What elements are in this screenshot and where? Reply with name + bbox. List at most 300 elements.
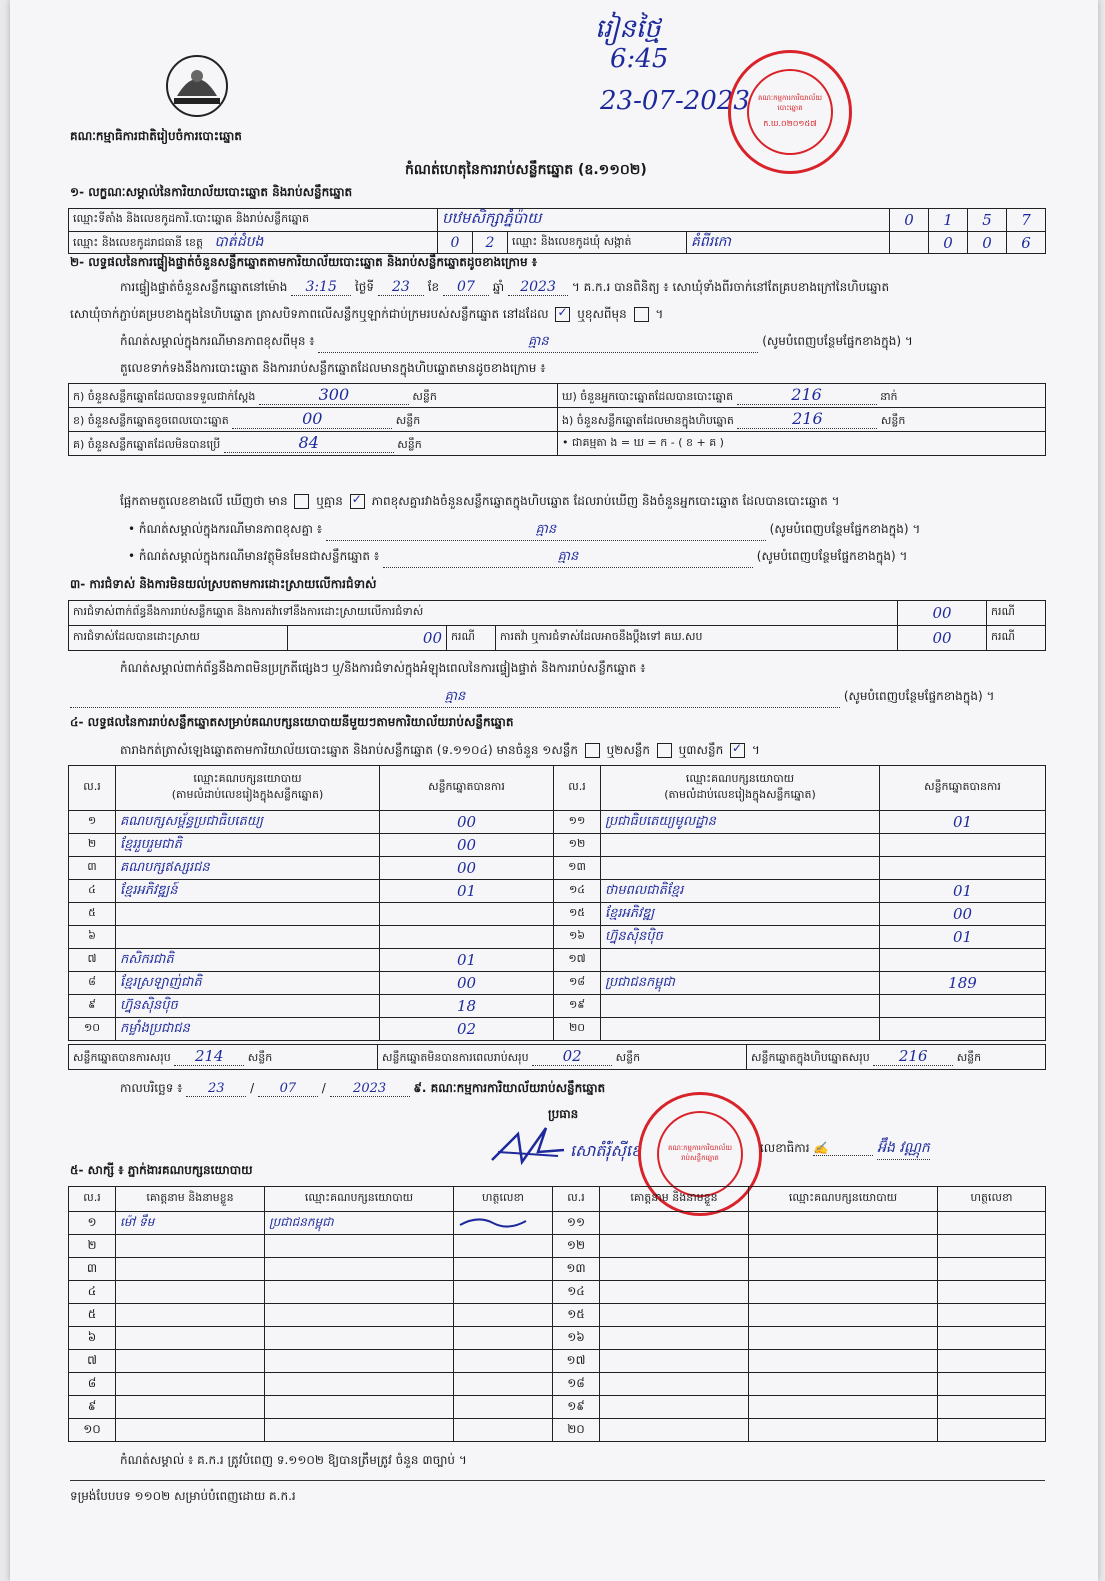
result-party-left: ខ្មែររួបរួមជាតិ (116, 834, 380, 857)
s2-bullet2-label: • កំណត់សម្គាល់ក្នុងករណីមានវត្ថុមិនមែនជាសន្លឹកឆ្នោត ៖ (128, 549, 380, 563)
s1-row1-value-text: បឋមសិក្សាភ្នំប៉ាយ (442, 209, 542, 227)
result-votes-right: 01 (880, 880, 1046, 903)
secretary-line (760, 1138, 930, 1160)
form-title: កំណត់ហេតុនៃការរាប់សន្លឹកឆ្នោត (ឧ.១១០២) (405, 162, 647, 178)
s4-opt2: ឬ២សន្លឹក (606, 743, 651, 757)
s1-row1-label: ឈ្មោះទីតាំង និងលេខកូដការិ.បោះឆ្នោត និងរាប់សន្លឹកឆ្នោត (69, 209, 438, 232)
hand-note-3: 23-07-2023 (600, 86, 750, 116)
stamp-top-text: គណៈកម្មការការិយាល័យបោះឆ្នោត (757, 94, 822, 112)
s3-row1-case: ករណី (987, 601, 1046, 626)
witness-no-left: ៩ (69, 1396, 116, 1419)
s2-b-label: ខ) ចំនួនសន្លឹកឆ្នោតខូចពេលបោះឆ្នោត (73, 414, 229, 427)
s2-intro-line (120, 279, 889, 297)
witness-name-right (600, 1258, 749, 1281)
chairman-name: សោតំរ៉ុំស៊ីខេ (570, 1141, 642, 1160)
result-party-left: ហ្វ៊ុនស៊ិនប៉ិច (116, 995, 380, 1018)
s2-note-line (120, 333, 1040, 353)
s2-d-label: ឃ) ចំនួនអ្នកបោះឆ្នោតដែលបានបោះឆ្នោត (562, 390, 734, 403)
witness-sign-left (454, 1419, 553, 1442)
s2-diff-b: ឬគ្មាន (316, 494, 343, 508)
s2-bullet1-value: គ្មាន (326, 521, 766, 541)
s3-row1-label: ការជំទាស់ពាក់ព័ន្ធនឹងការរាប់សន្លឹកឆ្នោត និងការតវ៉ាទៅនឹងការដោះស្រាយលើការជំទាស់ (69, 601, 898, 626)
s1-code-2: 1 (929, 209, 968, 232)
s4-total-box-unit: សន្លឹក (956, 1051, 982, 1064)
result-no-left: ៧ (69, 949, 116, 972)
s3-row2-value: 00 (288, 626, 447, 651)
result-party-left (116, 903, 380, 926)
result-no-right: ១៥ (554, 903, 601, 926)
result-votes-left (380, 903, 554, 926)
result-party-left: កសិករជាតិ (116, 949, 380, 972)
result-row (69, 811, 1046, 834)
witness-no-left: ៨ (69, 1373, 116, 1396)
s3-row1-value: 00 (898, 601, 987, 626)
witness-no-right: ១៥ (553, 1304, 600, 1327)
result-votes-left (380, 926, 554, 949)
s5-col-name-right: គោត្តនាម និងនាមខ្លួន (600, 1187, 749, 1212)
witness-no-right: ១៦ (553, 1327, 600, 1350)
witness-row (69, 1235, 1046, 1258)
s2-intro-a: ការផ្ទៀងផ្ទាត់ចំនួនសន្លឹកឆ្នោតនៅម៉ោង (120, 280, 288, 294)
s2-time: 3:15 (291, 279, 351, 296)
s1-row2-code-2: 2 (473, 232, 508, 254)
s4-date-line: កាលបរិច្ឆេទ ៖ 23 / 07 / 2023 ៩. គណៈកម្មការការិយាល័យរាប់សន្លឹកឆ្នោត (120, 1081, 606, 1096)
s1-row2-value2: គំពីរកោ (687, 232, 890, 254)
s2-note-suffix: (សូមបំពេញបន្ថែមផ្នែកខាងក្នុង) ។ (762, 334, 913, 348)
s2-b-cell (69, 408, 558, 432)
result-party-left: គណបក្សឥស្សរជន (116, 857, 380, 880)
witness-name-right (600, 1396, 749, 1419)
witness-party-right (749, 1304, 938, 1327)
s2-month-label: ខែ (427, 280, 440, 294)
result-no-left: ៥ (69, 903, 116, 926)
s2-a-label: ក) ចំនួនសន្លឹកឆ្នោតដែលបានទទួលជាក់ស្តែង (73, 390, 256, 403)
witness-name-left (116, 1419, 265, 1442)
three-sheet-checkbox[interactable] (730, 743, 745, 758)
result-votes-right: 01 (880, 811, 1046, 834)
s2-day-label: ថ្ងៃទី (355, 280, 375, 294)
witness-party-right (749, 1350, 938, 1373)
witness-name-left (116, 1396, 265, 1419)
witness-party-left (265, 1304, 454, 1327)
witness-name-left (116, 1350, 265, 1373)
result-row (69, 1018, 1046, 1041)
s3-row2-label2: ការតវ៉ា ឬការជំទាស់ដែលអាចនឹងប្ដឹងទៅ គឃ.សប (496, 626, 898, 651)
s4-total-invalid-cell (378, 1045, 747, 1070)
witness-no-right: ១៩ (553, 1396, 600, 1419)
secretary-label: លេខាធិការ (760, 1141, 810, 1155)
witness-name-left (116, 1281, 265, 1304)
witness-party-right (749, 1258, 938, 1281)
result-row (69, 834, 1046, 857)
s4-col-party-right (601, 766, 880, 811)
witness-sign-right (938, 1304, 1046, 1327)
witness-row (69, 1419, 1046, 1442)
witness-no-right: ១៧ (553, 1350, 600, 1373)
witness-no-right: ១២ (553, 1235, 600, 1258)
result-no-right: ២០ (554, 1018, 601, 1041)
s2-bullet1-suffix: (សូមបំពេញបន្ថែមផ្នែកខាងក្នុង) ។ (769, 522, 921, 536)
witness-sign-left (454, 1281, 553, 1304)
result-party-right: ខ្មែរអភិវឌ្ឍ (601, 903, 880, 926)
witness-name-right (600, 1419, 749, 1442)
witness-party-left (265, 1258, 454, 1281)
s1-row1-value (438, 209, 890, 232)
official-stamp-top (728, 50, 852, 174)
result-party-right (601, 1018, 880, 1041)
witness-row (69, 1327, 1046, 1350)
s2-a-cell (69, 384, 558, 408)
s4-intro-line: តារាងកត់ត្រាសំឡេងឆ្នោតតាមការិយាល័យបោះឆ្នោត និងរាប់សន្លឹកឆ្នោត (ទ.១១០៤) មានចំនួន ១សន្លឹក ឬ២សន្លឹក ឬ៣សន្លឹក ✓ ។ (120, 742, 760, 760)
witness-name-left (116, 1327, 265, 1350)
section3-title: ៣- ការជំទាស់ និងការមិនយល់ស្របតាមការដោះស្រាយលើការជំទាស់ (70, 577, 377, 591)
witness-party-left (265, 1281, 454, 1304)
result-no-right: ១៨ (554, 972, 601, 995)
s2-c-value: 84 (224, 433, 394, 453)
result-no-right: ១១ (554, 811, 601, 834)
witness-party-right (749, 1212, 938, 1235)
s5-col-no-right: ល.រ (553, 1187, 600, 1212)
s4-results-table (68, 765, 1046, 1041)
s4-total-valid-unit: សន្លឹក (247, 1051, 273, 1064)
result-party-right (601, 949, 880, 972)
s1-row2-cell (69, 232, 438, 254)
witness-sign-left (454, 1350, 553, 1373)
s4-total-box-label: សន្លឹកឆ្នោតក្នុងហិបឆ្នោតសរុប (751, 1051, 870, 1064)
result-no-right: ១៣ (554, 857, 601, 880)
same-checkbox[interactable] (555, 307, 570, 322)
s4-date-y: 2023 (330, 1081, 410, 1097)
result-no-left: ១ (69, 811, 116, 834)
s4-total-valid: 214 (174, 1047, 244, 1066)
s3-row2-case2: ករណី (987, 626, 1046, 651)
s2-b-unit: សន្លឹក (395, 414, 421, 427)
footer-divider (70, 1480, 1045, 1481)
hand-note-2: 6:45 (610, 44, 669, 74)
section4-title: ៤- លទ្ធផលនៃការរាប់សន្លឹកឆ្នោតសម្រាប់គណបក្សនយោបាយនីមួយៗតាមការិយាល័យរាប់សន្លឹកឆ្នោត (70, 715, 514, 729)
secretary-signature: ✍ (813, 1141, 873, 1156)
committee-name: គណៈកម្មាធិការជាតិរៀបចំការបោះឆ្នោត (70, 129, 242, 143)
result-votes-left: 00 (380, 972, 554, 995)
s4-totals (68, 1044, 1046, 1070)
s2-c-cell (69, 432, 558, 456)
s1-code-4: 7 (1007, 209, 1046, 232)
s2-month: 07 (443, 279, 489, 296)
s2-diff-c: ភាពខុសគ្នារវាងចំនួនសន្លឹកឆ្នោតក្នុងហិបឆ្នោត ដែលរាប់ឃើញ និងចំនួនអ្នកបោះឆ្នោត ដែលបានបោះឆ្នោត ។ (371, 494, 840, 508)
witness-party-right (749, 1396, 938, 1419)
witness-row (69, 1258, 1046, 1281)
different-checkbox[interactable] (634, 307, 649, 322)
s2-diff-a: ផ្អែកតាមតួលេខខាងលើ ឃើញថា មាន (120, 494, 288, 508)
witness-row (69, 1304, 1046, 1327)
s2-intro-line2: សោឃុំចាក់ភ្ជាប់គម្របខាងក្នុងនៃហិបឆ្នោត ត្រាសបិទភាពលើសន្លឹកឬឡាក់ជាប់ក្រមរបស់សន្លឹកឆ្នោត នៅដដែល ✓ ឬខុសពីមុន ។ (70, 306, 663, 324)
witness-name-right (600, 1235, 749, 1258)
witness-party-right (749, 1373, 938, 1396)
witness-party-left (265, 1327, 454, 1350)
s4-committee-label: ៩. គណៈកម្មការការិយាល័យរាប់សន្លឹកឆ្នោត (413, 1081, 606, 1095)
result-row (69, 926, 1046, 949)
witness-sign-right (938, 1258, 1046, 1281)
s1-row2-label2: ឈ្មោះ និងលេខកូដឃុំ សង្កាត់ (508, 232, 687, 254)
s2-bullet1 (128, 521, 1038, 541)
witness-name-right (600, 1327, 749, 1350)
witness-name-right (600, 1373, 749, 1396)
s4-col-party-right-sub: (តាមលំដាប់លេខរៀងក្នុងសន្លឹកឆ្នោត) (664, 788, 816, 801)
witness-sign-right (938, 1396, 1046, 1419)
s2-bullet2 (128, 548, 1038, 568)
witness-party-left: ប្រជាជនកម្ពុជា (265, 1212, 454, 1235)
witness-sign-left (454, 1212, 553, 1235)
s5-col-sign-left: ហត្ថលេខា (454, 1187, 553, 1212)
s3-note-line (70, 688, 1042, 708)
result-no-right: ១៦ (554, 926, 601, 949)
emblem-icon (162, 52, 232, 118)
result-row (69, 857, 1046, 880)
s2-c-unit: សន្លឹក (397, 438, 422, 451)
result-votes-right (880, 857, 1046, 880)
section5-title: ៥- សាក្សី ៖ ភ្នាក់ងារគណបក្សនយោបាយ (70, 1163, 253, 1177)
s3-note-suffix: (សូមបំពេញបន្ថែមផ្នែកខាងក្នុង) ។ (843, 689, 995, 703)
s4-total-box: 216 (873, 1047, 953, 1066)
witness-sign-left (454, 1258, 553, 1281)
s2-d-unit: នាក់ (880, 390, 898, 403)
result-party-left (116, 926, 380, 949)
witness-sign-right (938, 1212, 1046, 1235)
chairman-signature (488, 1122, 568, 1172)
s2-e-cell (558, 408, 1046, 432)
s2-intro-d: ឬខុសពីមុន (577, 307, 627, 321)
result-votes-left: 00 (380, 811, 554, 834)
witness-name-right (600, 1350, 749, 1373)
s4-total-invalid-label: សន្លឹកឆ្នោតមិនបានការពេលរាប់សរុប (382, 1051, 529, 1064)
result-votes-right: 01 (880, 926, 1046, 949)
s2-a-unit: សន្លឹក (412, 390, 437, 403)
s1-row2-code-1: 0 (438, 232, 473, 254)
section1-table (68, 208, 1046, 254)
result-no-right: ១២ (554, 834, 601, 857)
result-party-right (601, 834, 880, 857)
s3-note-label: កំណត់សម្គាល់ពាក់ព័ន្ធនឹងភាពមិនប្រក្រតីផ្សេងៗ ឬ/និងការជំទាស់ក្នុងអំឡុងពេលនៃការផ្ទៀងផ្ទាត់ និងការរាប់សន្លឹកឆ្នោត ៖ (120, 661, 646, 675)
result-row (69, 949, 1046, 972)
result-no-left: ៦ (69, 926, 116, 949)
s5-col-no-left: ល.រ (69, 1187, 116, 1212)
witness-no-right: ១៨ (553, 1373, 600, 1396)
witness-name-right (600, 1212, 749, 1235)
s2-d-cell (558, 384, 1046, 408)
s5-witness-table (68, 1186, 1046, 1442)
s2-b-value: 00 (232, 409, 392, 429)
s2-c-label: គ) ចំនួនសន្លឹកឆ្នោតដែលមិនបានប្រើ (73, 438, 221, 451)
witness-name-left (116, 1373, 265, 1396)
s4-date-d: 23 (186, 1081, 246, 1097)
witness-sign-right (938, 1350, 1046, 1373)
witness-no-left: ១០ (69, 1419, 116, 1442)
witness-sign-left (454, 1304, 553, 1327)
witness-sign-right (938, 1327, 1046, 1350)
result-party-right: ប្រជាធិបតេយ្យមូលដ្ឋាន (601, 811, 880, 834)
s1-row2-label: ឈ្មោះ និងលេខកូដរាជធានី ខេត្ត (73, 236, 203, 249)
witness-no-left: ២ (69, 1235, 116, 1258)
s4-total-box-cell (747, 1045, 1046, 1070)
witness-name-left (116, 1258, 265, 1281)
form-paper (10, 0, 1098, 1581)
s3-row2-label: ការជំទាស់ដែលបានដោះស្រាយ (69, 626, 288, 651)
witness-row (69, 1281, 1046, 1304)
s2-d-value: 216 (737, 385, 877, 405)
s3-note-value: គ្មាន (70, 688, 840, 708)
result-no-right: ១៧ (554, 949, 601, 972)
s2-diff-line (120, 493, 839, 511)
witness-name-left: ម៉ៅ ទឹម (116, 1212, 265, 1235)
stamp-top-code: ក.ឃ.០២០១៥៧ (763, 119, 817, 128)
witness-party-left (265, 1235, 454, 1258)
s4-total-valid-label: សន្លឹកឆ្នោតបានការសរុប (73, 1051, 171, 1064)
s2-intro-b: ។ គ.ក.រ បានពិនិត្យ ៖ សោឃុំទាំងពីរចាក់នៅតែគ្របខាងក្រៅនៃហិបឆ្នោត (571, 280, 890, 294)
result-votes-right (880, 1018, 1046, 1041)
witness-sign-left (454, 1373, 553, 1396)
s4-total-invalid: 02 (532, 1047, 612, 1066)
result-no-right: ១៩ (554, 995, 601, 1018)
chairman-label: ប្រធាន (548, 1107, 579, 1121)
witness-no-right: ១១ (553, 1212, 600, 1235)
witness-party-left (265, 1350, 454, 1373)
witness-party-right (749, 1281, 938, 1304)
s3-row2-case: ករណី (447, 626, 496, 651)
result-no-left: ៣ (69, 857, 116, 880)
two-sheet-checkbox[interactable] (657, 743, 672, 758)
witness-party-right (749, 1419, 938, 1442)
result-no-right: ១៤ (554, 880, 601, 903)
section2-title: ២- លទ្ធផលនៃការផ្ទៀងផ្ទាត់ចំនួនសន្លឹកឆ្នោតតាមការិយាល័យបោះឆ្នោត និងរាប់សន្លឹកឆ្នោតដូចខាងក្រោម ៖ (70, 255, 538, 269)
s1-code-3: 5 (968, 209, 1007, 232)
s5-col-party-right: ឈ្មោះគណបក្សនយោបាយ (749, 1187, 938, 1212)
witness-name-left (116, 1304, 265, 1327)
s4-col-party-left (116, 766, 380, 811)
result-votes-right (880, 949, 1046, 972)
result-party-left: ខ្មែរអភិវឌ្ឍន៍ (116, 880, 380, 903)
witness-no-left: ៤ (69, 1281, 116, 1304)
s3-row2-value2: 00 (898, 626, 987, 651)
s2-formula: • ជាគម្មតា ង = ឃ = ក - ( ខ + គ ) (558, 432, 1046, 456)
witness-party-left (265, 1373, 454, 1396)
result-party-left: ខ្មែរស្រឡាញ់ជាតិ (116, 972, 380, 995)
s2-numbers-table (68, 383, 1046, 456)
s2-numbers-intro: តួលេខទាក់ទងនឹងការបោះឆ្នោត និងការរាប់សន្លឹកឆ្នោតដែលមានក្នុងហិបឆ្នោតមានដូចខាងក្រោម ៖ (120, 361, 546, 375)
witness-row (69, 1396, 1046, 1419)
s2-year-label: ឆ្នាំ (492, 280, 505, 294)
s4-col-party-left-title: ឈ្មោះគណបក្សនយោបាយ (193, 772, 302, 785)
hand-note-1: រៀនថ្មៃ (595, 14, 661, 44)
footer-text: ទម្រង់បែបបទ ១១០២ សម្រាប់បំពេញដោយ គ.ក.រ (70, 1489, 296, 1503)
s5-col-name-left: គោត្តនាម និងនាមខ្លួន (116, 1187, 265, 1212)
s2-e-label: ង) ចំនួនសន្លឹកឆ្នោតដែលមានក្នុងហិបឆ្នោត (562, 414, 734, 427)
result-votes-right (880, 834, 1046, 857)
result-row (69, 903, 1046, 926)
result-votes-right: 00 (880, 903, 1046, 926)
s4-date-m: 07 (258, 1081, 318, 1097)
s2-note-value: គ្មាន (318, 333, 758, 353)
s1-row2-code2-1: 0 (929, 232, 968, 254)
witness-no-left: ៧ (69, 1350, 116, 1373)
witness-party-left (265, 1396, 454, 1419)
witness-party-right (749, 1327, 938, 1350)
witness-party-left (265, 1419, 454, 1442)
s1-row2-value: បាត់ដំបង (214, 234, 264, 250)
s5-col-sign-right: ហត្ថលេខា (938, 1187, 1046, 1212)
s2-bullet2-value: គ្មាន (383, 548, 753, 568)
s3-table (68, 600, 1046, 651)
result-votes-left: 00 (380, 857, 554, 880)
witness-sign-left (454, 1235, 553, 1258)
result-party-right: ថាមពលជាតិខ្មែរ (601, 880, 880, 903)
s4-date-label: កាលបរិច្ឆេទ ៖ (120, 1081, 183, 1095)
witness-sign-right (938, 1235, 1046, 1258)
result-row (69, 995, 1046, 1018)
witness-name-right (600, 1281, 749, 1304)
s4-opt3: ឬ៣សន្លឹក (678, 743, 724, 757)
result-party-left: គណបក្សសម្ព័ន្ធប្រជាធិបតេយ្យ (116, 811, 380, 834)
result-votes-left: 00 (380, 834, 554, 857)
result-party-right (601, 995, 880, 1018)
witness-sign-right (938, 1281, 1046, 1304)
witness-row (69, 1373, 1046, 1396)
s2-e-unit: សន្លឹក (880, 414, 906, 427)
witness-name-left (116, 1235, 265, 1258)
s4-total-valid-cell (69, 1045, 378, 1070)
witness-no-left: ១ (69, 1212, 116, 1235)
s5-note: កំណត់សម្គាល់ ៖ គ.ក.រ ត្រូវបំពេញ ទ.១១០២ ឱ្យបានត្រឹមត្រូវ ចំនួន ៣ច្បាប់ ។ (120, 1453, 467, 1467)
has-difference-checkbox[interactable] (294, 494, 309, 509)
s4-col-votes-left: សន្លឹកឆ្នោតបានការ (380, 766, 554, 811)
witness-sign-right (938, 1373, 1046, 1396)
result-no-left: ៨ (69, 972, 116, 995)
result-row (69, 972, 1046, 995)
witness-no-right: ២០ (553, 1419, 600, 1442)
s2-a-value: 300 (259, 385, 409, 405)
witness-no-left: ៥ (69, 1304, 116, 1327)
result-no-left: ១០ (69, 1018, 116, 1041)
one-sheet-checkbox[interactable] (585, 743, 600, 758)
result-party-right: ហ្វ៊ុនស៊ិនប៉ិច (601, 926, 880, 949)
result-votes-left: 01 (380, 880, 554, 903)
s2-e-value: 216 (737, 409, 877, 429)
witness-sign-left (454, 1327, 553, 1350)
s4-col-party-right-title: ឈ្មោះគណបក្សនយោបាយ (685, 772, 795, 785)
witness-party-right (749, 1235, 938, 1258)
result-votes-right: 189 (880, 972, 1046, 995)
s1-code-1: 0 (890, 209, 929, 232)
s1-row2-code2-3: 6 (1007, 232, 1046, 254)
result-party-left: កម្លាំងប្រជាជន (116, 1018, 380, 1041)
stamp-bottom-text: គណៈកម្មការការិយាល័យរាប់សន្លឹកឆ្នោត (667, 1144, 732, 1162)
s1-row2-code2-2: 0 (968, 232, 1007, 254)
witness-no-left: ៣ (69, 1258, 116, 1281)
s4-col-votes-right: សន្លឹកឆ្នោតបានការ (880, 766, 1046, 811)
s2-note-label: កំណត់សម្គាល់ក្នុងករណីមានភាពខុសពីមុន ៖ (120, 334, 315, 348)
witness-no-left: ៦ (69, 1327, 116, 1350)
result-no-left: ៤ (69, 880, 116, 903)
witness-row (69, 1212, 1046, 1235)
witness-no-right: ១៣ (553, 1258, 600, 1281)
witness-row (69, 1350, 1046, 1373)
s4-col-party-left-sub: (តាមលំដាប់លេខរៀងក្នុងសន្លឹកឆ្នោត) (171, 788, 324, 801)
s4-col-no-right: ល.រ (554, 766, 601, 811)
result-row (69, 880, 1046, 903)
no-difference-checkbox[interactable] (350, 494, 365, 509)
result-votes-left: 02 (380, 1018, 554, 1041)
s1-row2-empty (890, 232, 929, 254)
s2-bullet1-label: • កំណត់សម្គាល់ក្នុងករណីមានភាពខុសគ្នា ៖ (128, 522, 323, 536)
